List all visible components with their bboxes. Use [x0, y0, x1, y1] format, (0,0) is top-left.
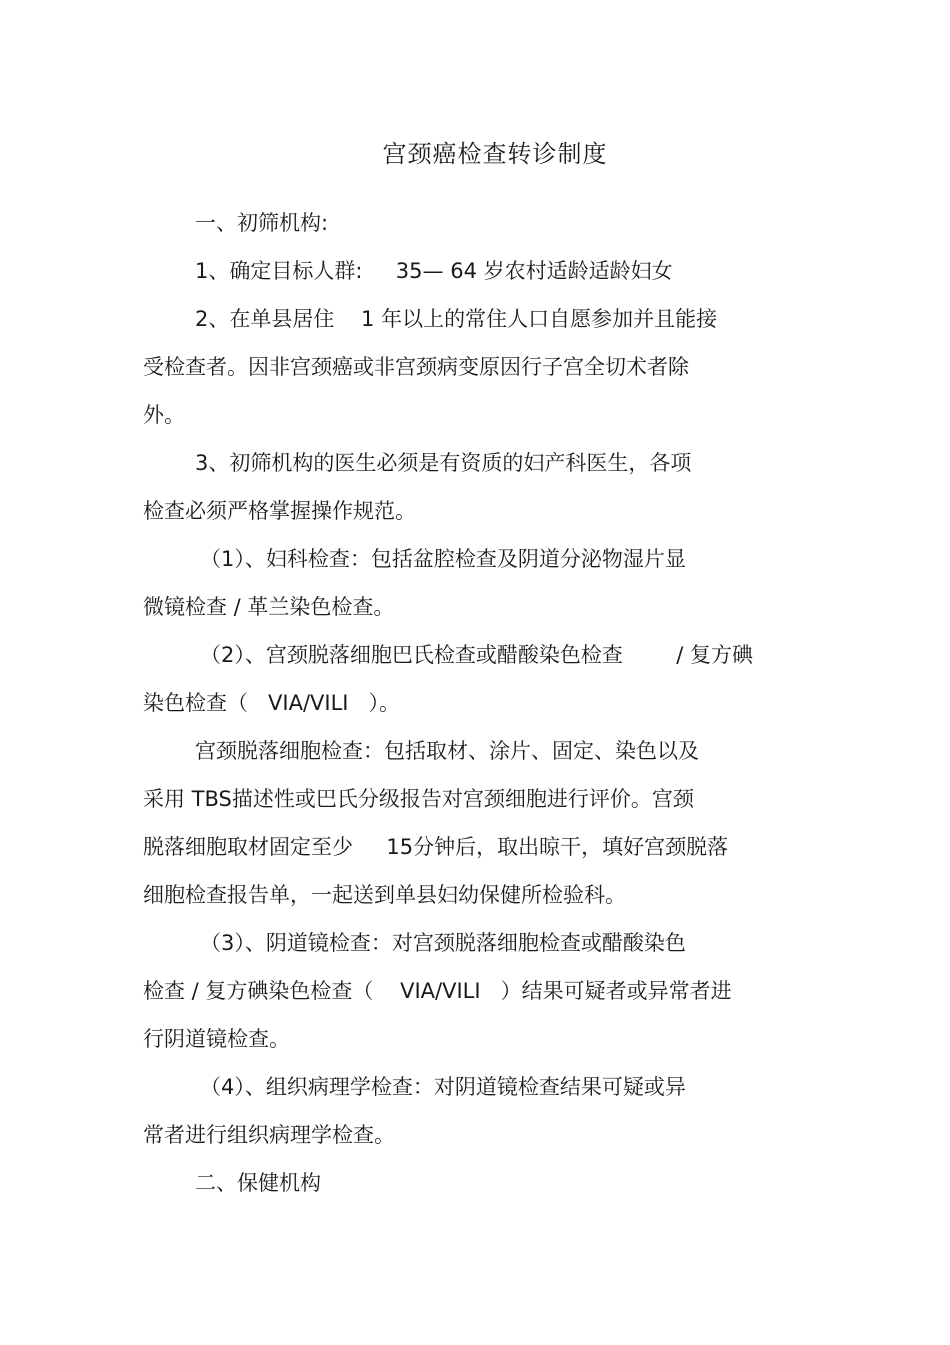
paragraph-line: （1）、妇科检查：包括盆腔检查及阴道分泌物湿片显 [200, 547, 686, 571]
paragraph-line: 微镜检查 / 革兰染色检查。 [143, 595, 395, 619]
paragraph-line: 行阴道镜检查。 [143, 1027, 290, 1051]
paragraph-line: （2）、宫颈脱落细胞巴氏检查或醋酸染色检查 / 复方碘 [200, 643, 754, 667]
section-heading-screening: 一、初筛机构: [195, 211, 329, 235]
paragraph-line: 常者进行组织病理学检查。 [143, 1123, 395, 1147]
paragraph-line: 脱落细胞取材固定至少 15分钟后，取出晾干，填好宫颈脱落 [143, 835, 729, 859]
paragraph-line: 宫颈脱落细胞检查：包括取材、涂片、固定、染色以及 [195, 739, 699, 763]
paragraph-line: 细胞检查报告单，一起送到单县妇幼保健所检验科。 [143, 883, 626, 907]
paragraph-line: 采用 TBS描述性或巴氏分级报告对宫颈细胞进行评价。宫颈 [143, 787, 694, 811]
paragraph-line: 检查必须严格掌握操作规范。 [143, 499, 416, 523]
paragraph-line: 染色检查（ VIA/VILI ）。 [143, 691, 401, 715]
paragraph-line: 外。 [143, 403, 185, 427]
paragraph-line: 2、在单县居住 1 年以上的常住人口自愿参加并且能接 [195, 307, 718, 331]
paragraph-line: 3、初筛机构的医生必须是有资质的妇产科医生，各项 [195, 451, 692, 475]
paragraph-line: （4）、组织病理学检查：对阴道镜检查结果可疑或异 [200, 1075, 686, 1099]
section-heading-health-institution: 二、保健机构 [195, 1171, 321, 1195]
paragraph-line: 1、确定目标人群: 35— 64 岁农村适龄适龄妇女 [195, 259, 673, 283]
paragraph-line: 受检查者。因非宫颈癌或非宫颈病变原因行子宫全切术者除 [143, 355, 689, 379]
paragraph-line: （3）、阴道镜检查：对宫颈脱落细胞检查或醋酸染色 [200, 931, 686, 955]
paragraph-line: 检查 / 复方碘染色检查（ VIA/VILI ）结果可疑者或异常者进 [143, 979, 732, 1003]
document-title: 宫颈癌检查转诊制度 [382, 140, 608, 168]
